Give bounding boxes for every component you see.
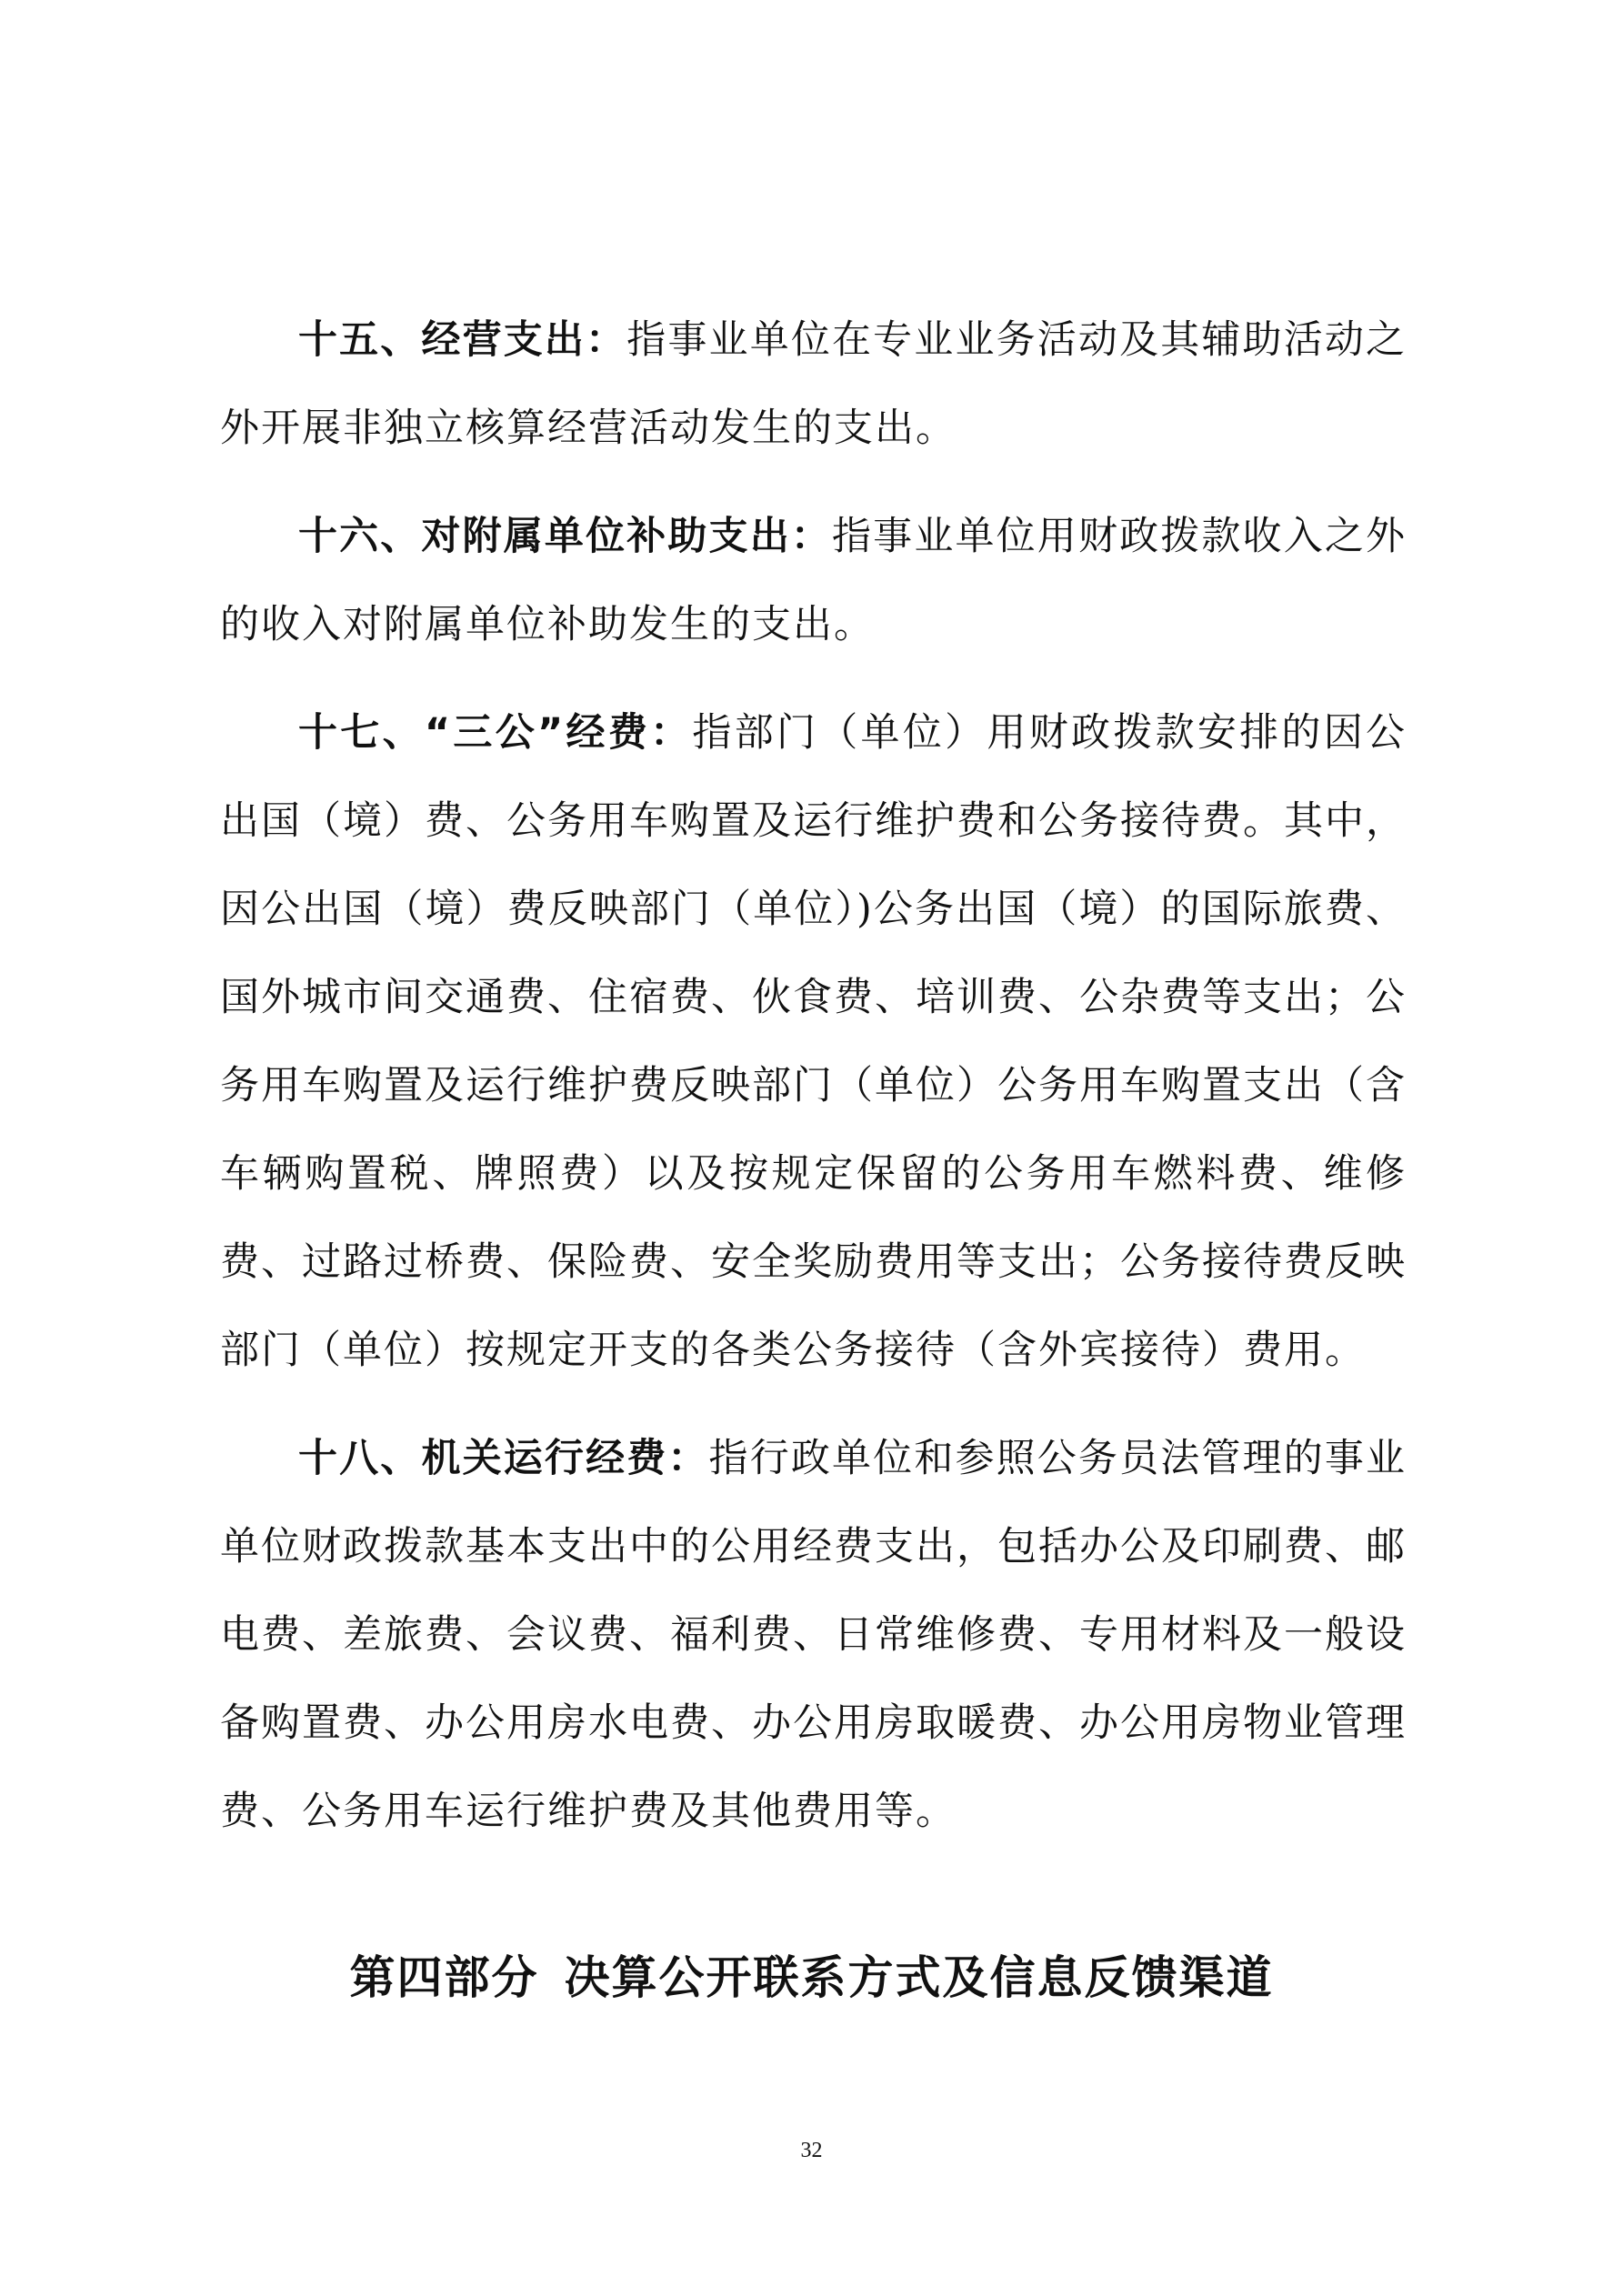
paragraph-agency-operating-funds	[220, 1415, 1407, 1856]
term-three-public-funds: 十七、“三公”经费	[298, 710, 651, 756]
term-subsidiary-subsidy: 十六、对附属单位补助支出	[298, 514, 791, 559]
term-colon: ：	[667, 1436, 709, 1481]
page-number: 32	[800, 2139, 823, 2162]
term-colon: ：	[790, 514, 833, 559]
definition-three-public-funds: 指部门（单位）用财政拨款安排的因公出国（境）费、公务用车购置及运行维护费和公务接待费。其中，因公出国（境）费反映部门（单位）)公务出国（境）的国际旅费、国外城市间交通费、住宿费、伙食费、培训费、公杂费等支出；公务用车购置及运行维护费反映部门（单位）公务用车购置支出（含车辆购置税、牌照费）以及按规定保留的公务用车燃料费、维修费、过路过桥费、保险费、安全奖励费用等支出；公务接待费反映部门（单位）按规定开支的各类公务接待（含外宾接待）费用。	[220, 710, 1408, 1373]
definition-subsidiary-subsidy: 指事业单位用财政拨款收入之外的收入对附属单位补助发生的支出。	[220, 514, 1408, 647]
section-heading	[0, 1941, 1623, 2007]
definition-operating-expenses: 指事业单位在专业业务活动及其辅助活动之外开展非独立核算经营活动发生的支出。	[220, 317, 1408, 451]
definition-agency-operating-funds: 指行政单位和参照公务员法管理的事业单位财政拨款基本支出中的公用经费支出，包括办公及印刷费、邮电费、差旅费、会议费、福利费、日常维修费、专用材料及一般设备购置费、办公用房水电费、办公用房取暖费、办公用房物业管理费、公务用车运行维护费及其他费用等。	[220, 1436, 1408, 1834]
paragraph-operating-expenses	[220, 296, 1407, 473]
section-heading-part: 第四部分	[349, 1951, 539, 2004]
document-body	[220, 296, 1407, 1876]
section-heading-title: 决算公开联系方式及信息反馈渠道	[564, 1951, 1274, 2004]
term-colon: ：	[586, 317, 627, 363]
paragraph-subsidiary-subsidy	[220, 493, 1407, 669]
paragraph-three-public-funds	[220, 689, 1407, 1395]
term-colon: ：	[650, 710, 693, 756]
term-operating-expenses: 十五、经营支出	[298, 317, 586, 363]
term-agency-operating-funds: 十八、机关运行经费	[298, 1436, 668, 1481]
